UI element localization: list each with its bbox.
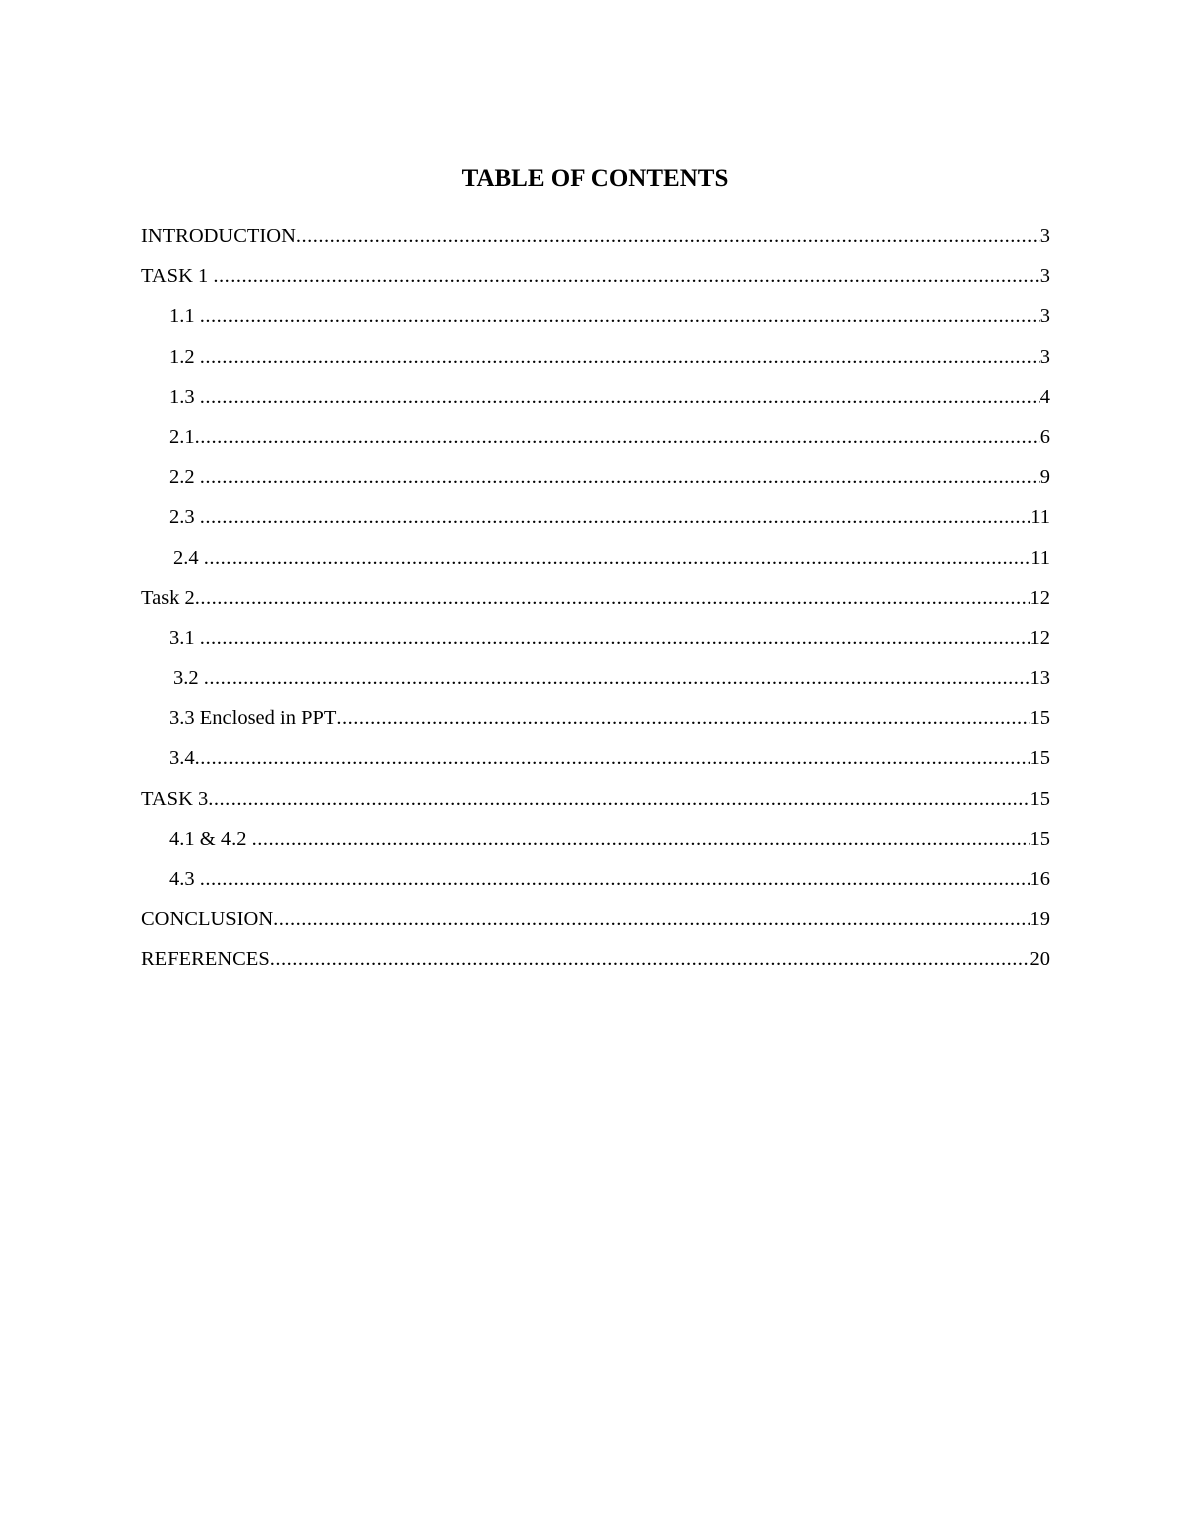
toc-title: TABLE OF CONTENTS [461, 165, 729, 192]
toc-entry-label: TASK 3 [141, 787, 209, 810]
toc-entry-label: Task 2 [141, 586, 195, 609]
toc-entry[interactable] [141, 622, 1050, 662]
toc-entry-label: 4.1 & 4.2 [169, 827, 252, 850]
toc-entry-page-number: 6 [1039, 425, 1050, 448]
toc-entry-label: REFERENCES [141, 948, 270, 971]
toc-dot-leader [200, 381, 1040, 413]
toc-dot-leader [200, 863, 1030, 895]
toc-entry[interactable] [141, 783, 1050, 823]
toc-entry-label: 2.4 [173, 546, 204, 569]
toc-entry[interactable] [141, 300, 1050, 340]
toc-entry-label: 2.2 [169, 466, 200, 489]
toc-entry[interactable] [141, 501, 1050, 541]
toc-entry[interactable] [141, 542, 1050, 582]
toc-entry-page-number: 11 [1030, 506, 1050, 529]
toc-entry-page-number: 12 [1029, 586, 1050, 609]
toc-dot-leader [204, 662, 1030, 694]
toc-dot-leader [200, 341, 1040, 373]
toc-entry[interactable] [141, 381, 1050, 421]
toc-entry-label: 3.3 Enclosed in PPT [169, 707, 337, 730]
toc-entry-label: 4.3 [169, 868, 200, 890]
toc-list [141, 220, 1050, 984]
toc-entry-label: 3.4 [169, 747, 195, 770]
toc-entry[interactable] [141, 220, 1050, 260]
toc-entry-page-number: 15 [1029, 787, 1050, 810]
toc-entry-page-number: 3 [1039, 345, 1050, 368]
toc-entry-page-number: 3 [1039, 305, 1050, 328]
toc-dot-leader [213, 260, 1039, 292]
toc-entry-page-number: 15 [1029, 707, 1050, 730]
toc-entry-page-number: 12 [1029, 626, 1050, 649]
toc-entry-label: 1.3 [169, 385, 200, 408]
toc-entry-page-number: 4 [1039, 385, 1050, 408]
toc-dot-leader [200, 300, 1040, 332]
toc-entry-page-number: 9 [1039, 466, 1050, 489]
toc-dot-leader [195, 742, 1030, 774]
toc-dot-leader [200, 622, 1030, 654]
toc-entry-page-number: 19 [1029, 908, 1050, 931]
toc-dot-leader [252, 823, 1030, 855]
toc-entry-page-number: 13 [1029, 667, 1050, 690]
toc-dot-leader [195, 421, 1040, 453]
toc-entry-label: 2.3 [169, 506, 200, 529]
toc-entry-page-number: 15 [1029, 827, 1050, 850]
toc-entry-page-number: 20 [1029, 948, 1050, 971]
toc-entry[interactable] [141, 863, 1050, 903]
toc-dot-leader [273, 903, 1029, 935]
toc-dot-leader [200, 461, 1040, 493]
toc-dot-leader [204, 542, 1031, 574]
toc-entry-page-number: 3 [1039, 225, 1050, 247]
toc-entry[interactable] [141, 341, 1050, 381]
toc-entry-label: 1.1 [169, 305, 200, 328]
toc-entry[interactable] [141, 742, 1050, 782]
toc-dot-leader [296, 220, 1040, 252]
toc-entry-label: INTRODUCTION [141, 225, 296, 247]
toc-dot-leader [208, 783, 1029, 815]
toc-entry-label: CONCLUSION [141, 908, 274, 931]
toc-entry-label: 3.1 [169, 626, 200, 649]
toc-entry-label: TASK 1 [141, 265, 214, 288]
toc-entry[interactable] [141, 421, 1050, 461]
toc-entry[interactable] [141, 662, 1050, 702]
toc-entry-label: 2.1 [169, 425, 195, 448]
toc-entry[interactable] [141, 903, 1050, 943]
toc-entry-label: 1.2 [169, 345, 200, 368]
toc-entry-page-number: 3 [1039, 265, 1050, 288]
toc-entry[interactable] [141, 823, 1050, 863]
toc-dot-leader [195, 582, 1030, 614]
toc-entry[interactable] [141, 582, 1050, 622]
toc-entry[interactable] [141, 260, 1050, 300]
toc-entry-page-number: 16 [1029, 868, 1050, 890]
toc-entry-page-number: 11 [1030, 546, 1050, 569]
toc-entry[interactable] [141, 702, 1050, 742]
toc-entry[interactable] [141, 943, 1050, 983]
toc-dot-leader [270, 943, 1030, 975]
toc-entry-page-number: 15 [1029, 747, 1050, 770]
toc-entry[interactable] [141, 461, 1050, 501]
toc-entry-label: 3.2 [173, 667, 204, 690]
toc-dot-leader [336, 702, 1029, 734]
toc-dot-leader [200, 501, 1031, 533]
